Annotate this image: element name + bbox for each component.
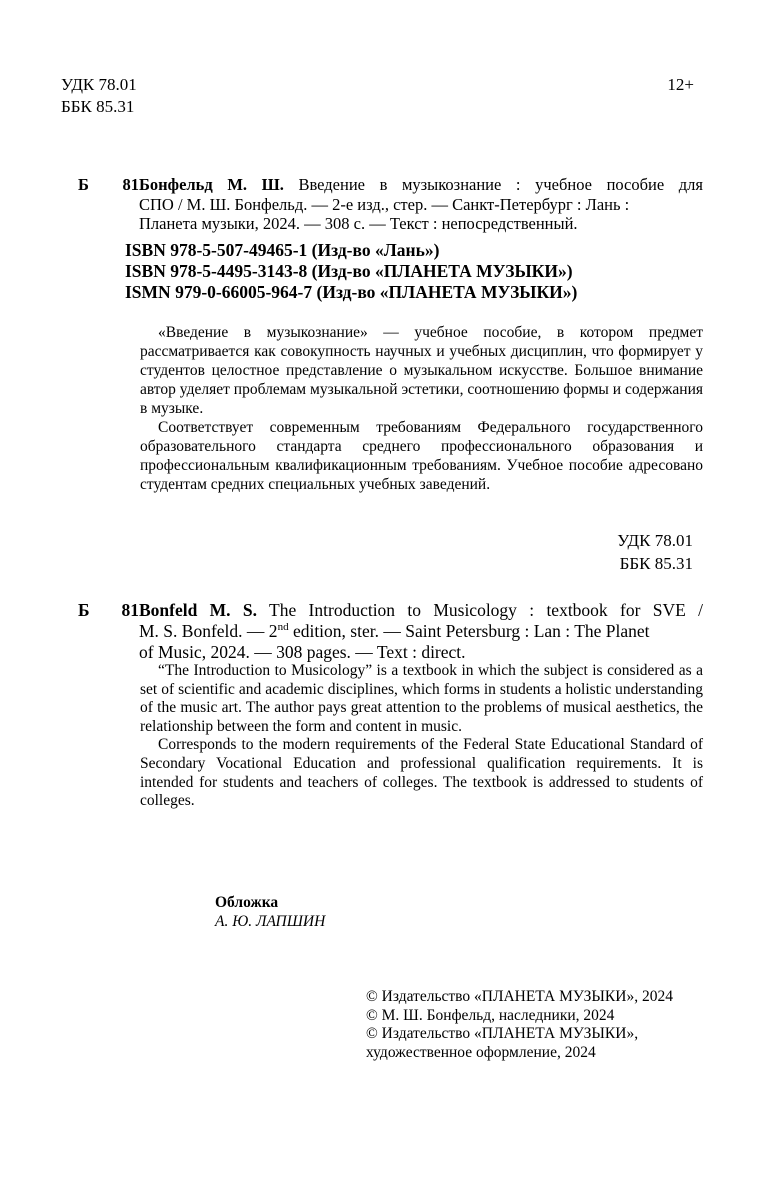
- en-entry-line-3: of Music, 2024. — 308 pages. — Text : direct.: [139, 642, 466, 662]
- ru-annotation: [140, 323, 703, 494]
- copyright-line: © Издательство «ПЛАНЕТА МУЗЫКИ», 2024: [366, 988, 673, 1005]
- en-annotation-paragraph: “The Introduction to Musicology” is a textbook in which the subject is considered as a set of scientific and academic disciplines, which forms in students a holistic understanding of the music art. The author pays great attention to the problems of musical aesthetics, the relationship between the form and content in music.: [140, 662, 703, 735]
- cover-credit: [215, 893, 325, 931]
- en-annotation-paragraph: Corresponds to the modern requirements of the Federal State Educational Standard of Secondary Vocational Education and professional qualification requirements. It is intended for students and teachers of colleges. The textbook is addressed to students of colleges.: [140, 736, 703, 810]
- ru-annotation-paragraph: Соответствует современным требованиям Федерального государственного образовательного стандарта среднего профессионального образования и профессиональным квалификационным требованиям. Учебное пособие адресовано студентам средних специальных учебных заведений.: [140, 419, 703, 493]
- en-entry-title: The Introduction to Musicology : textbook for SVE /: [269, 600, 703, 620]
- ru-entry-line-3: Планета музыки, 2024. — 308 с. — Текст : непосредственный.: [139, 214, 578, 233]
- copyright-line: художественное оформление, 2024: [366, 1043, 596, 1061]
- udk-code: УДК 78.01: [61, 75, 137, 94]
- en-entry-line-2: [78, 621, 703, 642]
- en-entry-line-2a: M. S. Bonfeld. — 2: [139, 621, 278, 641]
- en-entry-tag: Б 81: [78, 600, 139, 620]
- en-entry-line-2b: edition, ster. — Saint Petersburg : Lan : The Planet: [288, 621, 650, 641]
- classification-codes: [61, 74, 137, 118]
- ru-annotation-paragraph: «Введение в музыкознание» — учебное пособие, в котором предмет рассматривается как совокупность научных и учебных дисциплин, что формирует у студентов целостное представление о музыкальном искусстве. Большое внимание автор уделяет проблемам музыкальной эстетики, соотношению формы и содержания в музыке.: [140, 324, 703, 417]
- en-bibliographic-entry: [78, 600, 703, 663]
- en-entry-author: Bonfeld M. S.: [139, 600, 257, 620]
- bbk-code: ББК 85.31: [61, 97, 135, 116]
- ru-entry-line-2: СПО / М. Ш. Бонфельд. — 2-е изд., стер. — Санкт-Петербург : Лань :: [139, 194, 630, 214]
- ismn-planeta: ISMN 979-0-66005-964-7 (Изд-во «ПЛАНЕТА МУЗЫКИ»): [125, 282, 578, 302]
- edition-superscript: nd: [277, 621, 289, 634]
- copyright-line: © Издательство «ПЛАНЕТА МУЗЫКИ»,: [366, 1025, 639, 1042]
- ru-entry-title: Введение в музыкознание : учебное пособие для: [298, 175, 703, 194]
- copyright-line: © М. Ш. Бонфельд, наследники, 2024: [366, 1006, 615, 1024]
- ru-bibliographic-entry: [78, 175, 703, 234]
- isbn-lan: ISBN 978-5-507-49465-1 (Изд-во «Лань»): [125, 240, 440, 260]
- en-annotation: [140, 662, 703, 811]
- age-rating: 12+: [667, 75, 694, 94]
- isbn-block: [125, 240, 577, 303]
- isbn-planeta: ISBN 978-5-4495-3143-8 (Изд-во «ПЛАНЕТА МУЗЫКИ»): [125, 261, 573, 281]
- ru-entry-tag: Б 81: [78, 175, 139, 194]
- classification-codes-right: [617, 529, 693, 575]
- cover-credit-title: Обложка: [215, 894, 279, 911]
- ru-entry-line-1: [78, 175, 703, 195]
- bbk-code-right: ББК 85.31: [619, 554, 693, 573]
- copyright-block: [366, 988, 673, 1062]
- udk-code-right: УДК 78.01: [617, 531, 693, 550]
- en-entry-line-1: [78, 600, 703, 621]
- ru-entry-author: Бонфельд М. Ш.: [139, 175, 284, 194]
- cover-credit-artist: А. Ю. ЛАПШИН: [215, 913, 326, 930]
